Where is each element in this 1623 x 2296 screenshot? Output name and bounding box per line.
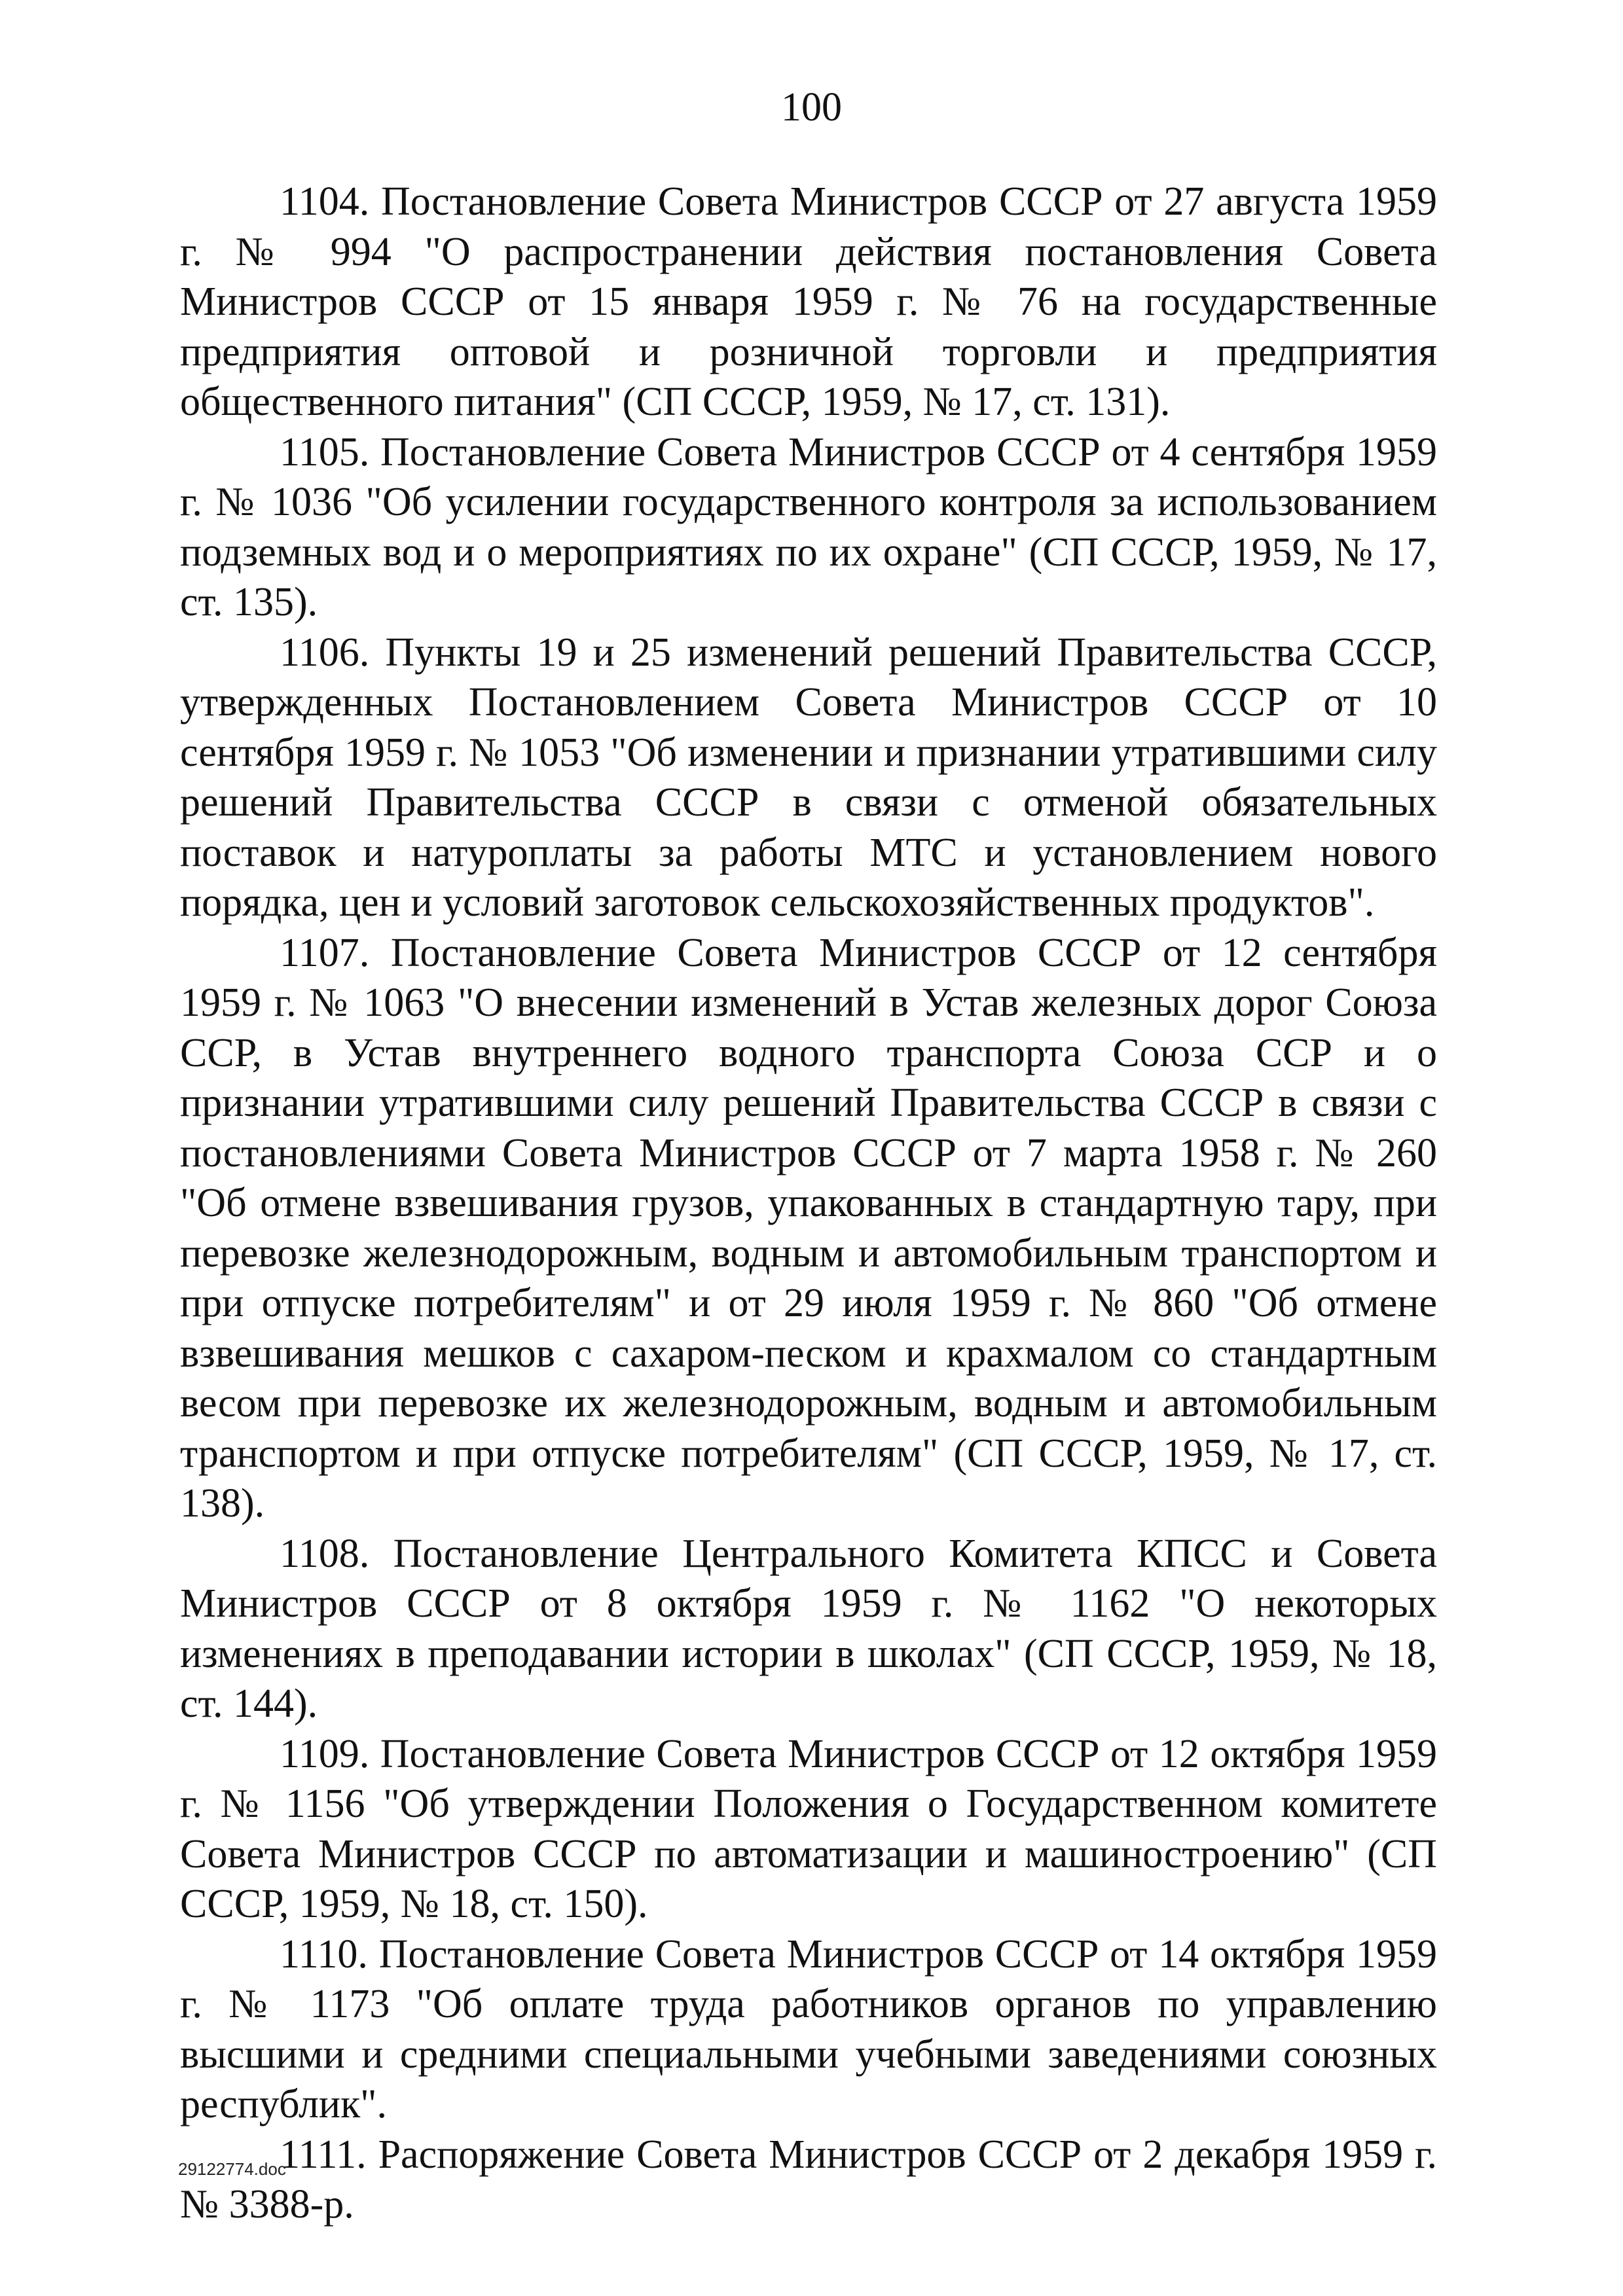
document-body: [180, 177, 1437, 2230]
list-item-1105: 1105. Постановление Совета Министров СССР от 4 сентября 1959 г. № 1036 "Об усилении государственного контроля за использованием подземных вод и о мероприятиях по их охране" (СП СССР, 1959, № 17, ст. 135).: [180, 429, 1437, 624]
list-item-1109: 1109. Постановление Совета Министров СССР от 12 октября 1959 г. № 1156 "Об утверждении Положения о Государственном комитете Совета Министров СССР по автоматизации и машиностроению" (СП СССР, 1959, № 18, ст. 150).: [180, 1731, 1437, 1926]
list-item-1106: 1106. Пункты 19 и 25 изменений решений Правительства СССР, утвержденных Постановлением Совета Министров СССР от 10 сентября 1959 г. № 1053 "Об изменении и признании утратившими силу решений Правительства СССР в связи с отменой обязательных поставок и натуроплаты за работы МТС и установлением нового порядка, цен и условий заготовок сельскохозяйственных продуктов".: [180, 630, 1437, 925]
page-number: 100: [781, 85, 842, 130]
list-item-1107: 1107. Постановление Совета Министров СССР от 12 сентября 1959 г. № 1063 "О внесении изменений в Устав железных дорог Союза ССР, в Устав внутреннего водного транспорта Союза ССР и о признании утратившими силу решений Правительства СССР в связи с постановлениями Совета Министров СССР от 7 марта 1958 г. № 260 "Об отмене взвешивания грузов, упакованных в стандартную тару, при перевозке железнодорожным, водным и автомобильным транспортом и при отпуске потребителям" и от 29 июля 1959 г. № 860 "Об отмене взвешивания мешков с сахаром-песком и крахмалом со стандартным весом при перевозке их железнодорожным, водным и автомобильным транспортом и при отпуске потребителям" (СП СССР, 1959, № 17, ст. 138).: [180, 930, 1437, 1526]
footer-filename: 29122774.doc: [178, 2159, 286, 2179]
list-item-1111: 1111. Распоряжение Совета Министров СССР от 2 декабря 1959 г. № 3388-р.: [180, 2132, 1437, 2227]
list-item-1110: 1110. Постановление Совета Министров СССР от 14 октября 1959 г. № 1173 "Об оплате труда работников органов по управлению высшими и средними специальными учебными заведениями союзных республик".: [180, 1931, 1437, 2126]
list-item-1108: 1108. Постановление Центрального Комитета КПСС и Совета Министров СССР от 8 октября 1959 г. № 1162 "О некоторых изменениях в преподавании истории в школах" (СП СССР, 1959, № 18, ст. 144).: [180, 1531, 1437, 1726]
list-item-1104: 1104. Постановление Совета Министров СССР от 27 августа 1959 г. № 994 "О распространении действия постановления Совета Министров СССР от 15 января 1959 г. № 76 на государственные предприятия оптовой и розничной торговли и предприятия общественного питания" (СП СССР, 1959, № 17, ст. 131).: [180, 179, 1437, 424]
